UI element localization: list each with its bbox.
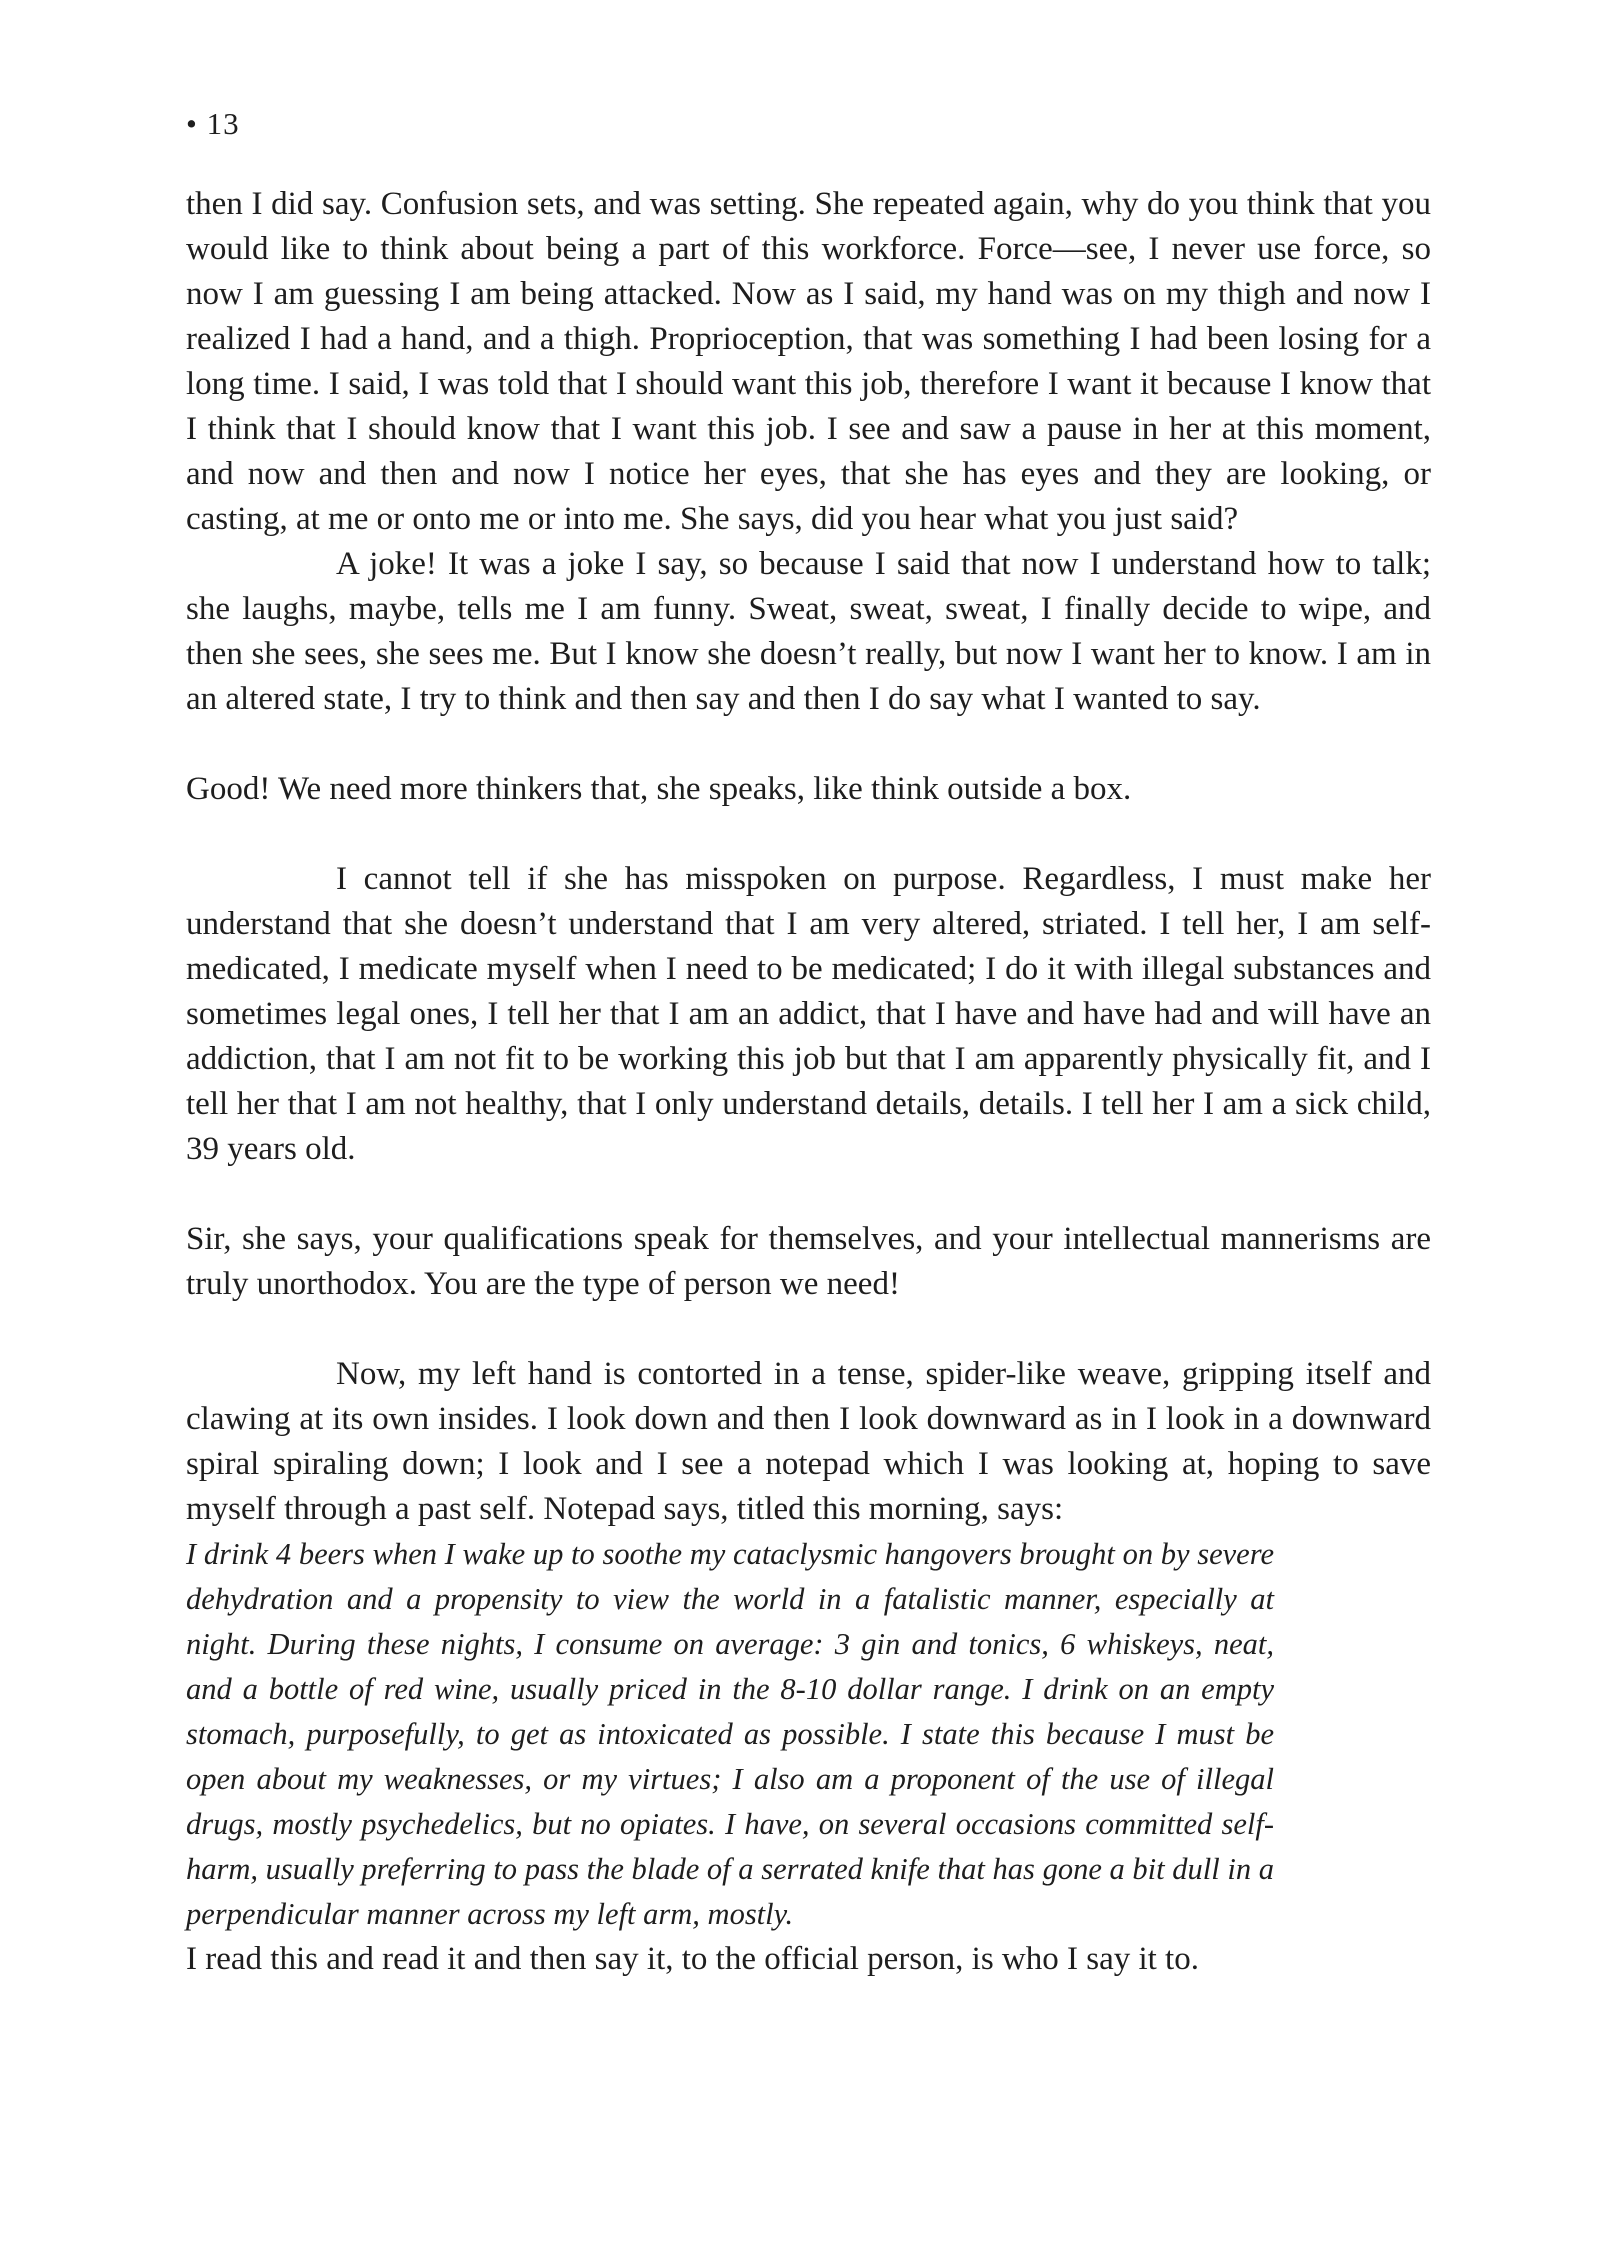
paragraph-left-hand: Now, my left hand is contorted in a tense, spider-like weave, gripping itself and clawing at its own insides. I look down and then I look downward as in I look in a downward spiral spiraling down; I look and I see a notepad which I was looking at, hoping to save myself through a past self. Notepad says, titled this morning, says: bbox=[186, 1356, 1431, 1527]
body-text bbox=[186, 182, 1431, 1982]
paragraph-continuation: then I did say. Confusion sets, and was setting. She repeated again, why do you think that you would like to think about being a part of this workforce. Force—see, I never use force, so now I am guessing I am being attacked. Now as I said, my hand was on my thigh and now I realized I had a hand, and a thigh. Proprioception, that was something I had been losing for a long time. I said, I was told that I should want this job, therefore I want it because I know that I think that I should know that I want this job. I see and saw a pause in her at this moment, and now and then and now I notice her eyes, that she has eyes and they are looking, or casting, at me or onto me or into me. She says, did you hear what you just said? bbox=[186, 186, 1431, 537]
paragraph-joke: A joke! It was a joke I say, so because I said that now I understand how to talk; she laughs, maybe, tells me I am funny. Sweat, sweat, sweat, I finally decide to wipe, and then she sees, she sees me. But I know she doesn’t really, but now I want her to know. I am in an altered state, I try to think and then say and then I do say what I wanted to say. bbox=[186, 546, 1431, 717]
notepad-quote: I drink 4 beers when I wake up to soothe my cataclysmic hangovers brought on by severe dehydration and a propensity to view the world in a fatalistic manner, especially at night. During these nights, I consume on average: 3 gin and tonics, 6 whiskeys, neat, and a bottle of red wine, usually priced in the 8-10 dollar range. I drink on an empty stomach, purposefully, to get as intoxicated as possible. I state this because I must be open about my weaknesses, or my virtues; I also am a proponent of the use of illegal drugs, mostly psychedelics, but no opiates. I have, on several occasions committed self-harm, usually preferring to pass the blade of a serrated knife that has gone a bit dull in a perpendicular manner across my left arm, mostly. bbox=[186, 1537, 1274, 1931]
paragraph-dialogue-qualifications: Sir, she says, your qualifications speak for themselves, and your intellectual mannerisms are truly unorthodox. You are the type of person we need! bbox=[186, 1221, 1431, 1302]
paragraph-dialogue-thinkers: Good! We need more thinkers that, she speaks, like think outside a box. bbox=[186, 771, 1132, 807]
page-number: 13 bbox=[206, 106, 240, 141]
page-header bbox=[186, 104, 240, 144]
paragraph-misspoken: I cannot tell if she has misspoken on purpose. Regardless, I must make her understand that she doesn’t understand that I am very altered, striated. I tell her, I am self-medicated, I medicate myself when I need to be medicated; I do it with illegal substances and sometimes legal ones, I tell her that I am an addict, that I have and have had and will have an addiction, that I am not fit to be working this job but that I am apparently physically fit, and I tell her that I am not healthy, that I only understand details, details. I tell her I am a sick child, 39 years old. bbox=[186, 861, 1431, 1167]
paragraph-read-this: I read this and read it and then say it, to the official person, is who I say it to. bbox=[186, 1941, 1199, 1977]
header-bullet: • bbox=[186, 106, 198, 141]
